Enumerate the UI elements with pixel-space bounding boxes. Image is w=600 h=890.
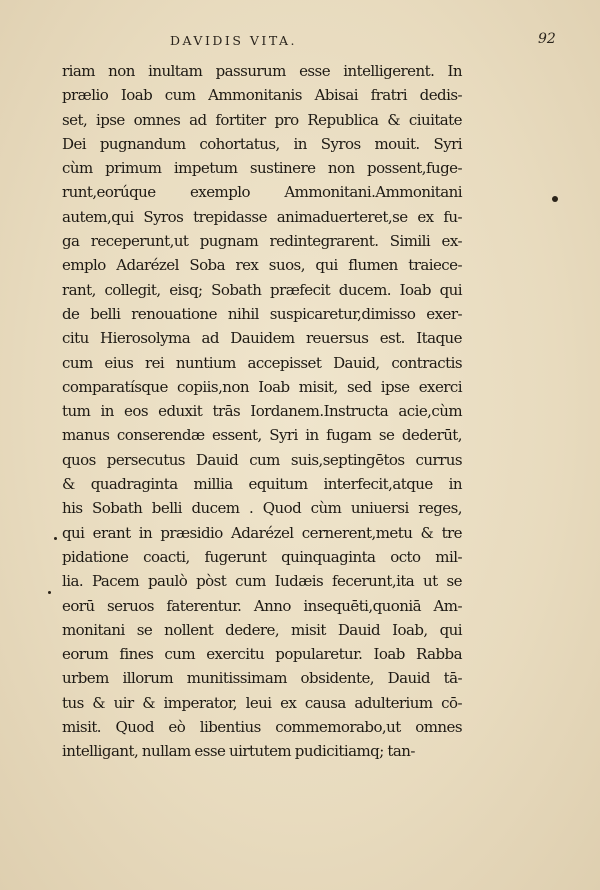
text-line: Dei pugnandum cohortatus, in Syros mouit. Syri [62, 134, 462, 153]
text-line: de belli renouatione nihil suspicaretur,dimisso exer- [62, 304, 462, 323]
text-line: urbem illorum munitissimam obsidente, Dauid tā- [62, 669, 462, 688]
page-number: 92 [538, 31, 556, 47]
text-line: set, ipse omnes ad fortiter pro Republica & ciuitate [62, 110, 462, 129]
text-line: tum in eos eduxit trās Iordanem.Instructa acie,cùm [62, 402, 462, 421]
text-line: intelligant, nullam esse uirtutem pudicitiamq; tan- [62, 742, 415, 761]
text-line: his Sobath belli ducem . Quod cùm uniuersi reges, [62, 499, 462, 518]
ink-speck [54, 537, 57, 540]
text-line: tus & uir & imperator, leui ex causa adulterium cō- [62, 693, 462, 712]
text-line: cùm primum impetum sustinere non possent,fuge- [62, 159, 462, 178]
text-line: misit. Quod eò libentius commemorabo,ut omnes [62, 718, 462, 737]
text-line: comparatísque copiis,non Ioab misit, sed ipse exerci [62, 377, 462, 396]
text-line: pidatione coacti, fugerunt quinquaginta octo mil- [62, 547, 462, 566]
text-line: lia. Pacem paulò pòst cum Iudæis fecerunt,ita ut se [62, 572, 462, 591]
text-line: manus conserendæ essent, Syri in fugam se dederūt, [62, 426, 462, 445]
ink-blot [552, 196, 558, 202]
text-block [62, 59, 462, 764]
text-line: eorum fines cum exercitu popularetur. Ioab Rabba [62, 645, 462, 664]
text-line: citu Hierosolyma ad Dauidem reuersus est. Itaque [62, 329, 462, 348]
ink-speck [48, 591, 51, 594]
text-line: quos persecutus Dauid cum suis,septingētos currus [62, 450, 462, 469]
running-head: DAVIDIS VITA. [170, 33, 298, 48]
text-line: runt,eorúque exemplo Ammonitani.Ammonitani [62, 183, 462, 202]
text-line: ga receperunt,ut pugnam redintegrarent. Simili ex- [62, 232, 462, 251]
text-line: eorū seruos faterentur. Anno insequēti,quoniā Am- [62, 596, 462, 615]
text-line: riam non inultam passurum esse intelligerent. In [62, 62, 462, 80]
text-line: qui erant in præsidio Adarézel cernerent,metu & tre [62, 523, 462, 542]
text-line: monitani se nollent dedere, misit Dauid Ioab, qui [62, 620, 462, 639]
text-line: emplo Adarézel Soba rex suos, qui flumen traiece- [62, 256, 462, 275]
text-line: cum eius rei nuntium accepisset Dauid, contractis [62, 353, 462, 372]
text-line: & quadraginta millia equitum interfecit,atque in [62, 475, 462, 494]
text-line: prælio Ioab cum Ammonitanis Abisai fratri dedis- [62, 86, 462, 105]
text-line: rant, collegit, eisq; Sobath præfecit ducem. Ioab qui [62, 280, 462, 299]
text-line: autem,qui Syros trepidasse animaduerteret,se ex fu- [62, 207, 462, 226]
